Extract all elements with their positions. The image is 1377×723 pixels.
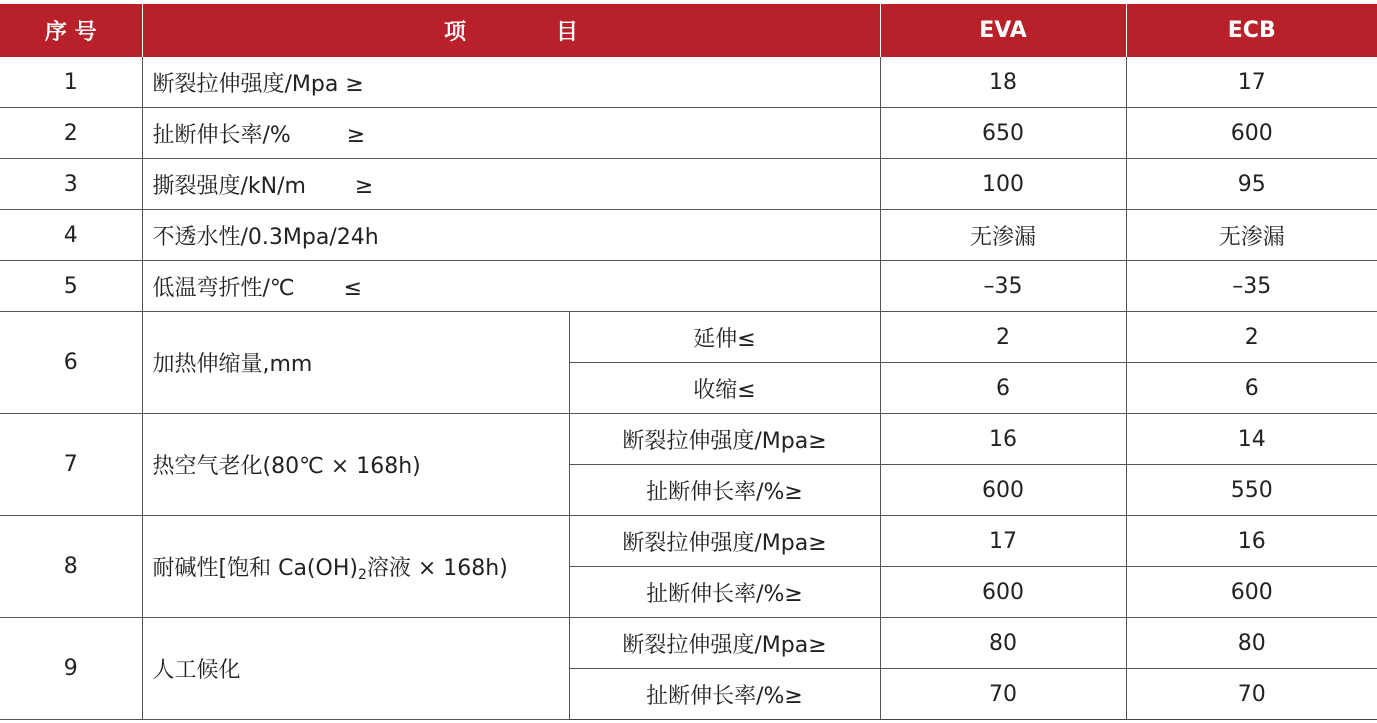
- ecb-value: 600: [1126, 108, 1377, 159]
- eva-value: 600: [880, 567, 1126, 618]
- row-no: 5: [0, 261, 142, 312]
- header-item-b: 目: [556, 20, 579, 45]
- ecb-value: 550: [1126, 465, 1377, 516]
- header-row: [0, 4, 1377, 57]
- eva-value: 6: [880, 363, 1126, 414]
- row-no: 4: [0, 210, 142, 261]
- ecb-value: 16: [1126, 516, 1377, 567]
- table-row: [0, 618, 1377, 669]
- eva-value: 70: [880, 669, 1126, 720]
- row-item: 不透水性/0.3Mpa/24h: [142, 210, 880, 261]
- ecb-value: 无渗漏: [1126, 210, 1377, 261]
- eva-value: 2: [880, 312, 1126, 363]
- header-item: [142, 4, 880, 57]
- table-row: [0, 516, 1377, 567]
- header-item-a: 项: [443, 20, 466, 45]
- row-item: 人工候化: [142, 618, 569, 720]
- header-ecb: ECB: [1126, 4, 1377, 57]
- sub-item-label: 扯断伸长率/%≥: [569, 567, 880, 618]
- row-item-text: 溶液 × 168h): [366, 555, 508, 581]
- header-no: 序 号: [0, 4, 142, 57]
- eva-value: 16: [880, 414, 1126, 465]
- eva-value: 600: [880, 465, 1126, 516]
- sub-item-label: 收缩≤: [569, 363, 880, 414]
- sub-item-label: 断裂拉伸强度/Mpa≥: [569, 618, 880, 669]
- sub-item-label: 扯断伸长率/%≥: [569, 669, 880, 720]
- spec-table: [0, 4, 1377, 720]
- row-item: 断裂拉伸强度/Mpa ≥: [142, 57, 880, 108]
- eva-value: 无渗漏: [880, 210, 1126, 261]
- row-no: 3: [0, 159, 142, 210]
- ecb-value: 2: [1126, 312, 1377, 363]
- row-no: 2: [0, 108, 142, 159]
- row-item: 撕裂强度/kN/m ≥: [142, 159, 880, 210]
- table-row: [0, 108, 1377, 159]
- sub-item-label: 断裂拉伸强度/Mpa≥: [569, 516, 880, 567]
- table-row: [0, 312, 1377, 363]
- eva-value: 80: [880, 618, 1126, 669]
- row-no: 1: [0, 57, 142, 108]
- sub-item-label: 延伸≤: [569, 312, 880, 363]
- row-no: 8: [0, 516, 142, 618]
- subscript: 2: [357, 566, 367, 583]
- sub-item-label: 断裂拉伸强度/Mpa≥: [569, 414, 880, 465]
- ecb-value: 95: [1126, 159, 1377, 210]
- ecb-value: 70: [1126, 669, 1377, 720]
- row-item-text: 耐碱性[饱和 Ca(OH): [152, 555, 358, 581]
- ecb-value: –35: [1126, 261, 1377, 312]
- eva-value: 100: [880, 159, 1126, 210]
- eva-value: 650: [880, 108, 1126, 159]
- table-row: [0, 159, 1377, 210]
- table-row: [0, 414, 1377, 465]
- row-item: 扯断伸长率/% ≥: [142, 108, 880, 159]
- row-no: 6: [0, 312, 142, 414]
- eva-value: 18: [880, 57, 1126, 108]
- row-item: [142, 516, 569, 618]
- sub-item-label: 扯断伸长率/%≥: [569, 465, 880, 516]
- row-item: 低温弯折性/℃ ≤: [142, 261, 880, 312]
- ecb-value: 600: [1126, 567, 1377, 618]
- table-row: [0, 210, 1377, 261]
- row-no: 9: [0, 618, 142, 720]
- eva-value: –35: [880, 261, 1126, 312]
- ecb-value: 17: [1126, 57, 1377, 108]
- row-item: 热空气老化(80℃ × 168h): [142, 414, 569, 516]
- ecb-value: 80: [1126, 618, 1377, 669]
- header-eva: EVA: [880, 4, 1126, 57]
- ecb-value: 14: [1126, 414, 1377, 465]
- eva-value: 17: [880, 516, 1126, 567]
- row-no: 7: [0, 414, 142, 516]
- table-row: [0, 261, 1377, 312]
- ecb-value: 6: [1126, 363, 1377, 414]
- row-item: 加热伸缩量,mm: [142, 312, 569, 414]
- table-row: [0, 57, 1377, 108]
